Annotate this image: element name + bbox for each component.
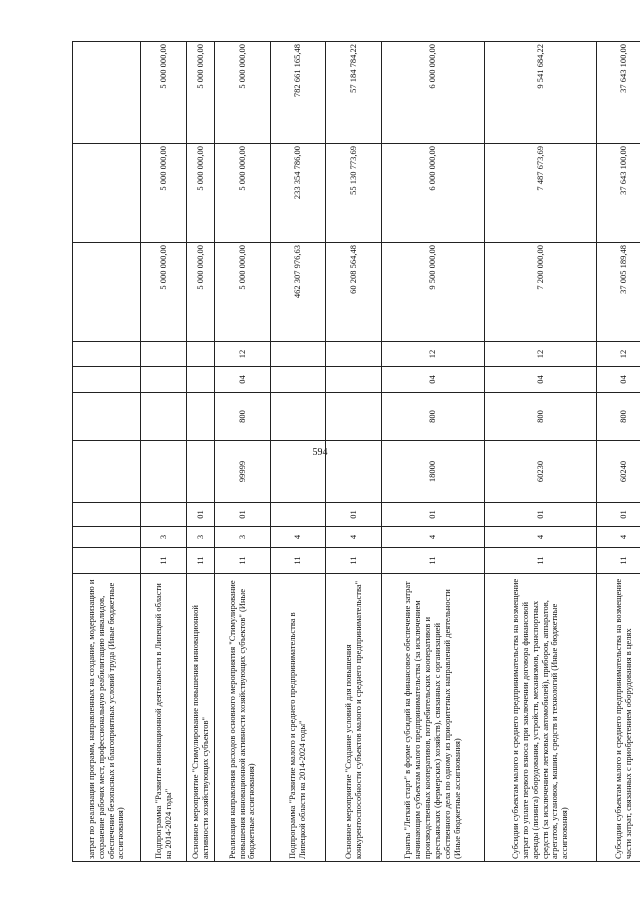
section-code-cell: 04 [597, 367, 640, 393]
amount-year2-cell: 55 130 773,69 [326, 144, 382, 243]
activity-code-cell [73, 503, 141, 527]
table-row [215, 42, 271, 862]
activity-code-cell: 01 [382, 503, 485, 527]
row-name-cell: Гранты "Легкий старт" в форме субсидий на финансовое обеспечение затрат начинающим субъектам малого предпринимательства (за исключением производственных кооперативов, потребительских кооперативов и крестьянских (фермерских) хозяйств), связанных с организацией собственного дела по одному из приоритетных направлений деятельности (Иные бюджетные ассигнования) [382, 574, 485, 862]
direction-code-cell [187, 441, 215, 503]
activity-code-cell: 01 [485, 503, 597, 527]
table-row [382, 42, 485, 862]
amount-year1-cell: 462 307 976,63 [271, 243, 326, 342]
section-code-cell: 04 [215, 367, 271, 393]
expense-type-cell [326, 393, 382, 441]
section-code-cell [73, 367, 141, 393]
table-row [141, 42, 187, 862]
expense-type-cell: 800 [215, 393, 271, 441]
subprogram-code-cell: 4 [597, 527, 640, 548]
amount-year2-cell: 5 000 000,00 [215, 144, 271, 243]
amount-year1-cell: 60 208 564,48 [326, 243, 382, 342]
section-code-cell [187, 367, 215, 393]
subsection-code-cell [271, 342, 326, 367]
expense-type-cell [271, 393, 326, 441]
amount-year2-cell [73, 144, 141, 243]
amount-year3-cell: 5 000 000,00 [215, 42, 271, 144]
program-code-cell: 11 [187, 548, 215, 574]
row-name-cell: Основное мероприятие "Создание условий для повышения конкурентоспособности субъектов малого и среднего предпринимательства" [326, 574, 382, 862]
direction-code-cell: 60240 [597, 441, 640, 503]
direction-code-cell: 18000 [382, 441, 485, 503]
amount-year1-cell: 7 200 000,00 [485, 243, 597, 342]
direction-code-cell [271, 441, 326, 503]
program-code-cell: 11 [326, 548, 382, 574]
direction-code-cell: 99999 [215, 441, 271, 503]
amount-year3-cell: 782 661 165,48 [271, 42, 326, 144]
activity-code-cell: 01 [215, 503, 271, 527]
table-row [597, 42, 640, 862]
amount-year2-cell: 6 000 000,00 [382, 144, 485, 243]
amount-year1-cell [73, 243, 141, 342]
activity-code-cell: 01 [187, 503, 215, 527]
amount-year3-cell: 5 000 000,00 [141, 42, 187, 144]
amount-year1-cell: 5 000 000,00 [215, 243, 271, 342]
amount-year3-cell: 6 000 000,00 [382, 42, 485, 144]
subprogram-code-cell: 4 [271, 527, 326, 548]
direction-code-cell [73, 441, 141, 503]
subprogram-code-cell [73, 527, 141, 548]
subsection-code-cell [73, 342, 141, 367]
row-name-cell: Основное мероприятие "Стимулирование повышения инновационной активности хозяйствующих субъектов" [187, 574, 215, 862]
section-code-cell: 04 [485, 367, 597, 393]
table-row [187, 42, 215, 862]
expense-type-cell [187, 393, 215, 441]
subsection-code-cell [187, 342, 215, 367]
section-code-cell: 04 [382, 367, 485, 393]
amount-year3-cell: 9 541 684,22 [485, 42, 597, 144]
table-row [73, 42, 141, 862]
program-code-cell [73, 548, 141, 574]
subsection-code-cell [326, 342, 382, 367]
subprogram-code-cell: 3 [187, 527, 215, 548]
expense-type-cell: 800 [382, 393, 485, 441]
activity-code-cell [271, 503, 326, 527]
expense-type-cell: 800 [597, 393, 640, 441]
amount-year2-cell: 37 643 100,00 [597, 144, 640, 243]
activity-code-cell: 01 [326, 503, 382, 527]
table-row [326, 42, 382, 862]
row-name-cell: Реализация направления расходов основного мероприятия "Стимулирование повышения инновационной активности хозяйствующих субъектов" (Иные бюджетные ассигнования) [215, 574, 271, 862]
table-row [485, 42, 597, 862]
table-row [271, 42, 326, 862]
amount-year1-cell: 5 000 000,00 [187, 243, 215, 342]
subprogram-code-cell: 3 [141, 527, 187, 548]
section-code-cell [271, 367, 326, 393]
rotated-table-container [72, 42, 633, 862]
subsection-code-cell: 12 [597, 342, 640, 367]
program-code-cell: 11 [382, 548, 485, 574]
amount-year1-cell: 37 005 189,48 [597, 243, 640, 342]
subprogram-code-cell: 4 [382, 527, 485, 548]
activity-code-cell: 01 [597, 503, 640, 527]
amount-year3-cell: 37 643 100,00 [597, 42, 640, 144]
subsection-code-cell: 12 [485, 342, 597, 367]
expense-type-cell [141, 393, 187, 441]
amount-year3-cell: 57 184 784,22 [326, 42, 382, 144]
amount-year3-cell: 5 000 000,00 [187, 42, 215, 144]
subprogram-code-cell: 4 [485, 527, 597, 548]
budget-table-body [73, 42, 640, 862]
row-name-cell: Субсидии субъектам малого и среднего предпринимательства на возмещение затрат по уплате первого взноса при заключении договора финансовой аренды (лизинга) оборудования, устройств, механизмов, транспортных средств (за исключением легковых автомобилей), приборов, аппаратов, агрегатов, установок, машин, средств и технологий (Иные бюджетные ассигнования) [485, 574, 597, 862]
direction-code-cell [326, 441, 382, 503]
subsection-code-cell [141, 342, 187, 367]
amount-year3-cell [73, 42, 141, 144]
page-number: 594 [312, 447, 328, 458]
row-name-cell: Субсидии субъектам малого и среднего предпринимательства на возмещение части затрат, связанных с приобретением оборудования в целях [597, 574, 640, 862]
program-code-cell: 11 [215, 548, 271, 574]
expense-type-cell [73, 393, 141, 441]
subprogram-code-cell: 4 [326, 527, 382, 548]
program-code-cell: 11 [271, 548, 326, 574]
budget-table [72, 41, 640, 862]
program-code-cell: 11 [597, 548, 640, 574]
subprogram-code-cell: 3 [215, 527, 271, 548]
amount-year1-cell: 9 500 000,00 [382, 243, 485, 342]
subsection-code-cell: 12 [382, 342, 485, 367]
program-code-cell: 11 [141, 548, 187, 574]
amount-year2-cell: 233 354 786,00 [271, 144, 326, 243]
amount-year2-cell: 5 000 000,00 [141, 144, 187, 243]
amount-year2-cell: 7 487 673,69 [485, 144, 597, 243]
direction-code-cell: 60230 [485, 441, 597, 503]
program-code-cell: 11 [485, 548, 597, 574]
section-code-cell [326, 367, 382, 393]
row-name-cell: Подпрограмма "Развитие малого и среднего предпринимательства в Липецкой области на 2014-2024 годы" [271, 574, 326, 862]
row-name-cell: Подпрограмма "Развитие инновационной деятельности в Липецкой области на 2014-2024 годы" [141, 574, 187, 862]
row-name-cell: затрат по реализации программ, направленных на создание, модернизацию и сохранение рабочих мест, профессиональную реабилитацию инвалидов, обеспечение безопасных и благоприятных условий труда (Иные бюджетные ассигнования) [73, 574, 141, 862]
expense-type-cell: 800 [485, 393, 597, 441]
section-code-cell [141, 367, 187, 393]
amount-year2-cell: 5 000 000,00 [187, 144, 215, 243]
activity-code-cell [141, 503, 187, 527]
direction-code-cell [141, 441, 187, 503]
subsection-code-cell: 12 [215, 342, 271, 367]
amount-year1-cell: 5 000 000,00 [141, 243, 187, 342]
